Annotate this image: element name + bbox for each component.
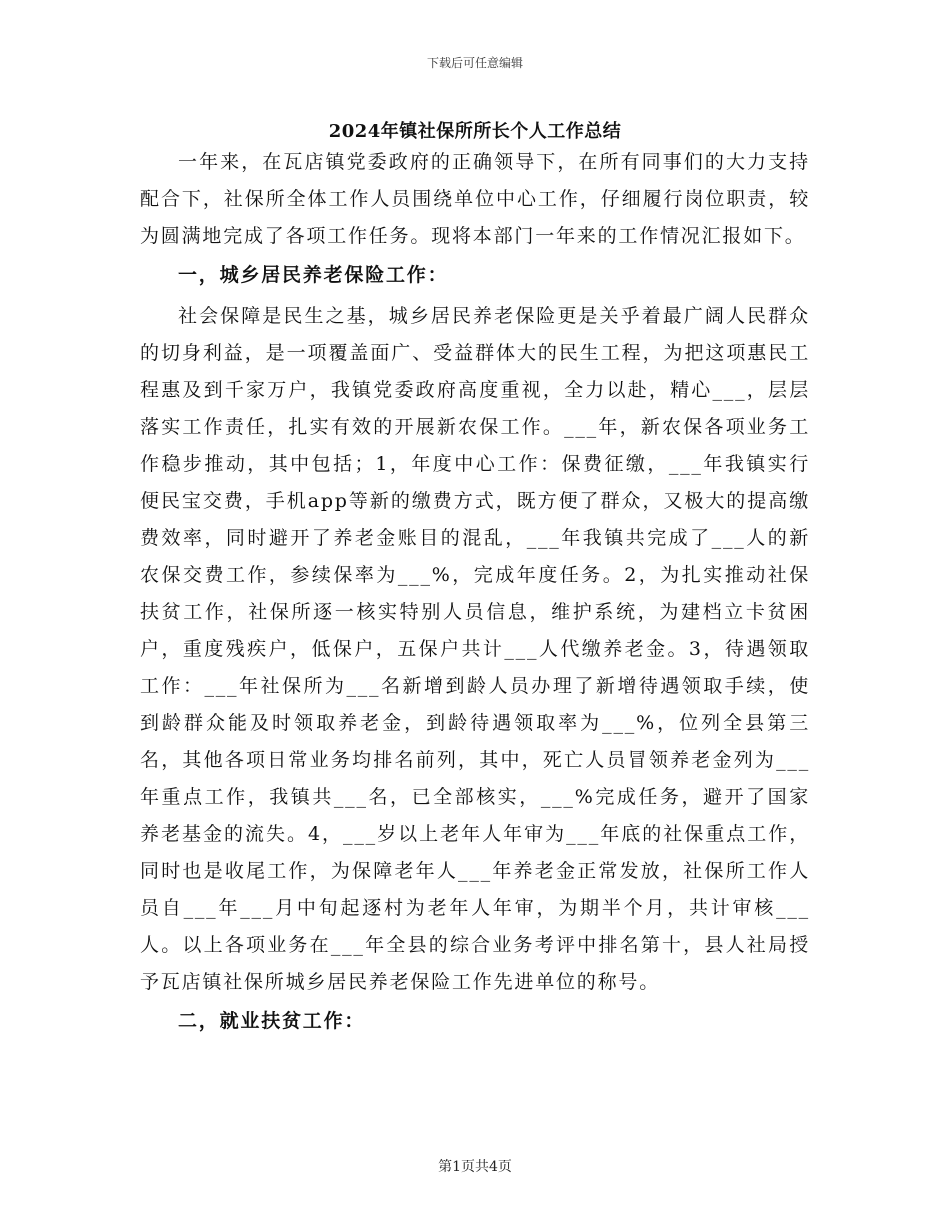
header-note: 下载后可任意编辑 [426,56,523,70]
section-2-heading: 二，就业扶贫工作： [178,1010,366,1032]
page-indicator: 第1页共4页 [438,1159,512,1175]
document-body [140,144,810,1044]
section-1-paragraph: 社会保障是民生之基，城乡居民养老保险更是关乎着最广阔人民群众的切身利益，是一项覆盖面广、受益群体大的民生工程，为把这项惠民工程惠及到千家万户，我镇党委政府高度重视，全力以赴，精心___，层层落实工作责任，扎实有效的开展新农保工作。___年，新农保各项业务工作稳步推动，其中包括；1，年度中心工作：保费征缴，___年我镇实行便民宝交费，手机app等新的缴费方式，既方便了群众，又极大的提高缴费效率，同时避开了养老金账目的混乱，___年我镇共完成了___人的新农保交费工作，参续保率为___%，完成年度任务。2，为扎实推动社保扶贫工作，社保所逐一核实特别人员信息，维护系统，为建档立卡贫困户，重度残疾户，低保户，五保户共计___人代缴养老金。3，待遇领取工作：___年社保所为___名新增到龄人员办理了新增待遇领取手续，使到龄群众能及时领取养老金，到龄待遇领取率为___%，位列全县第三名，其他各项日常业务均排名前列，其中，死亡人员冒领养老金列为___年重点工作，我镇共___名，已全部核实，___%完成任务，避开了国家养老基金的流失。4，___岁以上老年人年审为___年底的社保重点工作，同时也是收尾工作，为保障老年人___年养老金正常发放，社保所工作人员自___年___月中旬起逐村为老年人年审，为期半个月，共计审核___人。以上各项业务在___年全县的综合业务考评中排名第十，县人社局授予瓦店镇社保所城乡居民养老保险工作先进单位的称号。 [140,305,810,993]
intro-paragraph: 一年来，在瓦店镇党委政府的正确领导下，在所有同事们的大力支持配合下，社保所全体工作人员围绕单位中心工作，仔细履行岗位职责，较为圆满地完成了各项工作任务。现将本部门一年来的工作情况汇报如下。 [140,151,810,247]
document-title: 2024年镇社保所所长个人工作总结 [328,121,622,142]
section-1-heading: 一，城乡居民养老保险工作： [178,264,449,286]
